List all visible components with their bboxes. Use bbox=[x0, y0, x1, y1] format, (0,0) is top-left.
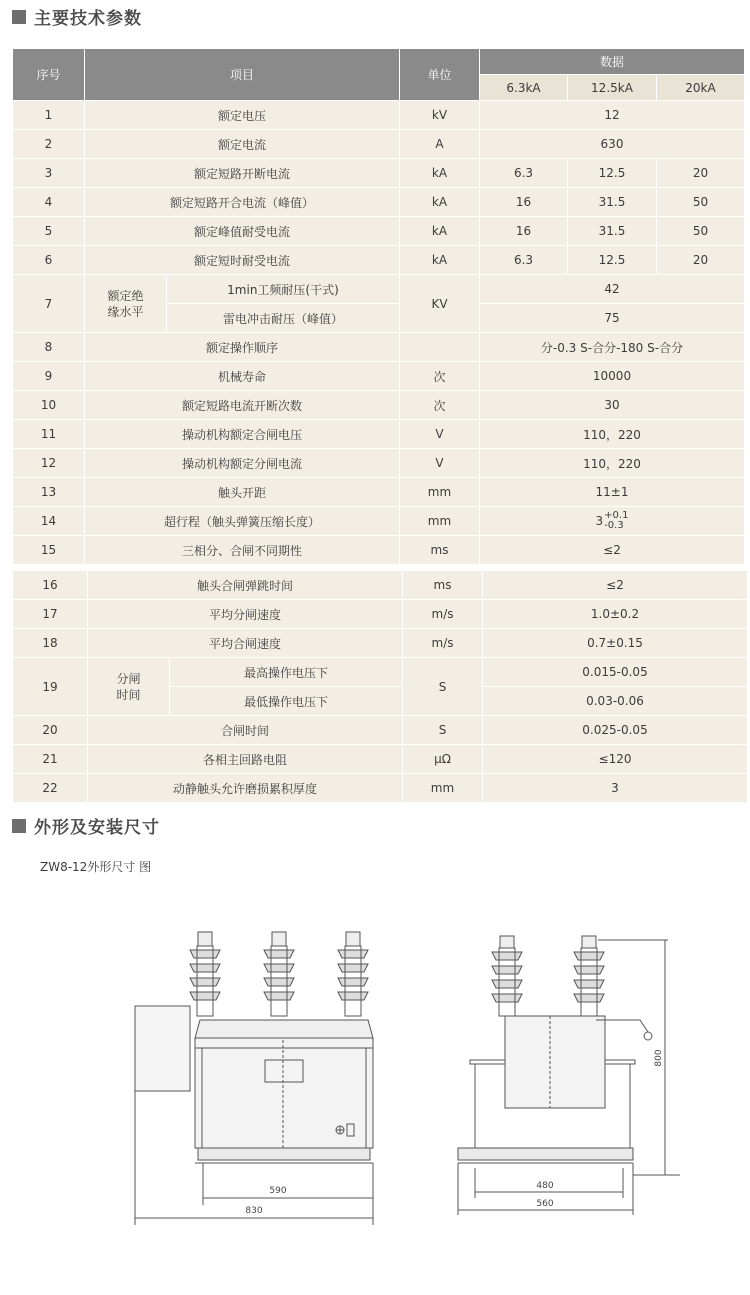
table-row: 4 额定短路开合电流（峰值） kA 16 31.5 50 bbox=[13, 188, 745, 217]
dim-height: 800 bbox=[654, 1049, 664, 1067]
table-row: 最低操作电压下 0.03-0.06 bbox=[13, 687, 748, 716]
bushing bbox=[190, 932, 220, 1016]
dim-side-outer: 560 bbox=[536, 1199, 554, 1209]
header-12-5ka: 12.5kA bbox=[568, 75, 657, 101]
table-row: 12 操动机构额定分闸电流 V 110，220 bbox=[13, 449, 745, 478]
table-row: 20 合闸时间 S 0.025-0.05 bbox=[13, 716, 748, 745]
tolerance-value: 3 +0.1 -0.3 bbox=[595, 510, 629, 531]
header-20ka: 20kA bbox=[657, 75, 745, 101]
table-row: 7 额定绝缘水平 1min工频耐压(干式) KV 42 bbox=[13, 275, 745, 304]
dim-side-inner: 480 bbox=[536, 1181, 554, 1191]
bushing bbox=[338, 932, 368, 1016]
bushing bbox=[264, 932, 294, 1016]
header-data: 数据 bbox=[480, 49, 745, 75]
drawing-caption: ZW8-12外形尺寸 图 bbox=[40, 860, 152, 874]
table-row: 15 三相分、合闸不同期性 ms ≤2 bbox=[13, 536, 745, 565]
table-row: 13 触头开距 mm 11±1 bbox=[13, 478, 745, 507]
table-row: 21 各相主回路电阻 μΩ ≤120 bbox=[13, 745, 748, 774]
section-title-params: 主要技术参数 bbox=[12, 4, 142, 29]
header-no: 序号 bbox=[13, 49, 85, 101]
header-unit: 单位 bbox=[400, 49, 480, 101]
section-title-dimensions: 外形及安装尺寸 bbox=[12, 813, 160, 838]
spec-table-part1 bbox=[12, 48, 745, 565]
table-row: 8 额定操作顺序 分-0.3 S-合分-180 S-合分 bbox=[13, 333, 745, 362]
table-row: 2 额定电流 A 630 bbox=[13, 130, 745, 159]
table-row: 3 额定短路开断电流 kA 6.3 12.5 20 bbox=[13, 159, 745, 188]
square-bullet-icon bbox=[12, 819, 26, 833]
dim-front-outer: 830 bbox=[245, 1206, 263, 1216]
table-row: 17 平均分闸速度 m/s 1.0±0.2 bbox=[13, 600, 748, 629]
group-label-opening-time: 分闸时间 bbox=[88, 658, 170, 716]
header-6-3ka: 6.3kA bbox=[480, 75, 568, 101]
group-label-insulation: 额定绝缘水平 bbox=[85, 275, 167, 333]
table-row: 9 机械寿命 次 10000 bbox=[13, 362, 745, 391]
table-row: 19 分闸时间 最高操作电压下 S 0.015-0.05 bbox=[13, 658, 748, 687]
spec-table-part2 bbox=[12, 570, 748, 803]
front-view-drawing bbox=[135, 932, 373, 1225]
table-row: 14 超行程（触头弹簧压缩长度） mm 3 +0.1 -0.3 bbox=[13, 507, 745, 536]
table-row: 18 平均合闸速度 m/s 0.7±0.15 bbox=[13, 629, 748, 658]
table-row: 6 额定短时耐受电流 kA 6.3 12.5 20 bbox=[13, 246, 745, 275]
dim-front-inner: 590 bbox=[269, 1186, 287, 1196]
bushing bbox=[574, 936, 604, 1016]
table-row: 22 动静触头允许磨损累积厚度 mm 3 bbox=[13, 774, 748, 803]
square-bullet-icon bbox=[12, 10, 26, 24]
header-item: 项目 bbox=[85, 49, 400, 101]
bushing bbox=[492, 936, 522, 1016]
table-row: 11 操动机构额定合闸电压 V 110，220 bbox=[13, 420, 745, 449]
side-view-drawing bbox=[458, 936, 680, 1215]
table-row: 10 额定短路电流开断次数 次 30 bbox=[13, 391, 745, 420]
table-row: 5 额定峰值耐受电流 kA 16 31.5 50 bbox=[13, 217, 745, 246]
outline-drawing bbox=[0, 880, 750, 1240]
table-row: 雷电冲击耐压（峰值） 75 bbox=[13, 304, 745, 333]
table-row: 1 额定电压 kV 12 bbox=[13, 101, 745, 130]
table-row: 16 触头合闸弹跳时间 ms ≤2 bbox=[13, 571, 748, 600]
